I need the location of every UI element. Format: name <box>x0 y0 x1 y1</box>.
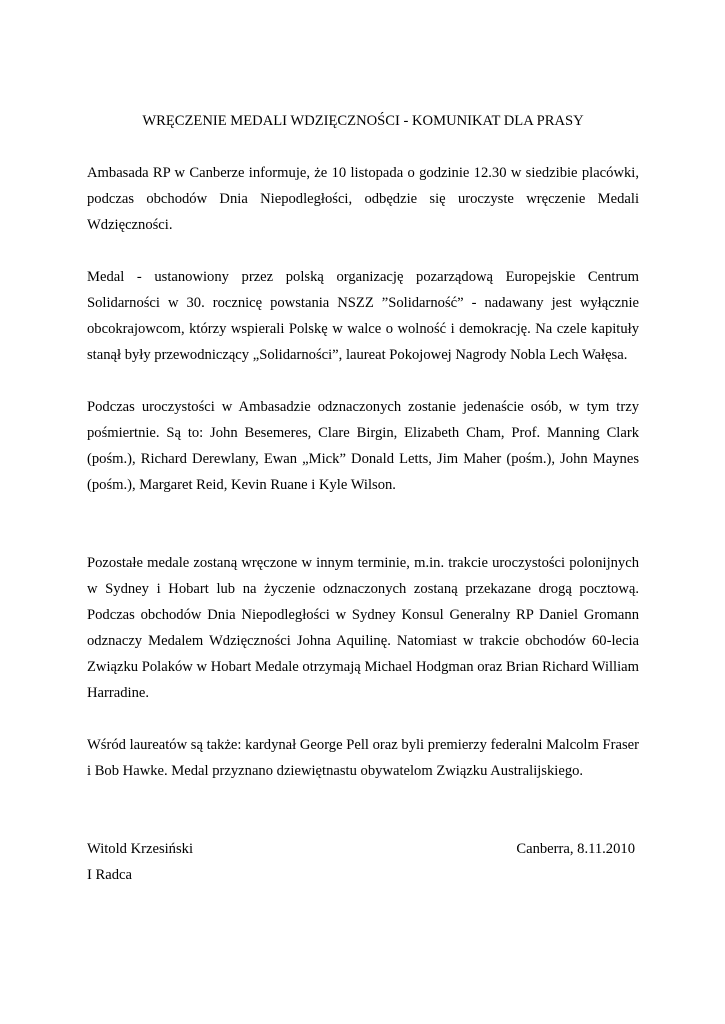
paragraph-recipients: Podczas uroczystości w Ambasadzie odznaczonych zostanie jedenaście osób, w tym trzy pośmiertnie. Są to: John Besemeres, Clare Birgin, Elizabeth Cham, Prof. Manning Clark (pośm.), Richard Derewlany, Ewan „Mick” Donald Letts, Jim Maher (pośm.), John Maynes (pośm.), Margaret Reid, Kevin Ruane i Kyle Wilson. <box>87 399 639 493</box>
document-title: WRĘCZENIE MEDALI WDZIĘCZNOŚCI - KOMUNIKAT DLA PRASY <box>142 113 584 129</box>
place-and-date: Canberra, 8.11.2010 <box>516 841 635 857</box>
paragraph-announcement: Ambasada RP w Canberze informuje, że 10 listopada o godzinie 12.30 w siedzibie placówki, podczas obchodów Dnia Niepodległości, odbędzie się uroczyste wręczenie Medali Wdzięczności. <box>87 165 639 233</box>
signatory-role: I Radca <box>87 867 132 883</box>
document-page <box>87 108 639 888</box>
signatory-name: Witold Krzesiński <box>87 841 194 857</box>
paragraph-other-ceremonies: Pozostałe medale zostaną wręczone w innym terminie, m.in. trakcie uroczystości polonijnych w Sydney i Hobart lub na życzenie odznaczonych zostaną przekazane drogą pocztową. Podczas obchodów Dnia Niepodległości w Sydney Konsul Generalny RP Daniel Gromann odznaczy Medalem Wdzięczności Johna Aquilinę. Natomiast w trakcie obchodów 60-lecia Związku Polaków w Hobart Medale otrzymają Michael Hodgman oraz Brian Richard William Harradine. <box>87 555 639 701</box>
signature-row <box>87 836 639 862</box>
spacer <box>87 810 639 836</box>
paragraph-medal-description: Medal - ustanowiony przez polską organizację pozarządową Europejskie Centrum Solidarności w 30. rocznicę powstania NSZZ ”Solidarność” - nadawany jest wyłącznie obcokrajowcom, którzy wspierali Polskę w walce o wolność i demokrację. Na czele kapituły stanął były przewodniczący „Solidarności”, laureat Pokojowej Nagrody Nobla Lech Wałęsa. <box>87 269 639 363</box>
paragraph-laureates: Wśród laureatów są także: kardynał George Pell oraz byli premierzy federalni Malcolm Fraser i Bob Hawke. Medal przyznano dziewiętnastu obywatelom Związku Australijskiego. <box>87 737 639 779</box>
